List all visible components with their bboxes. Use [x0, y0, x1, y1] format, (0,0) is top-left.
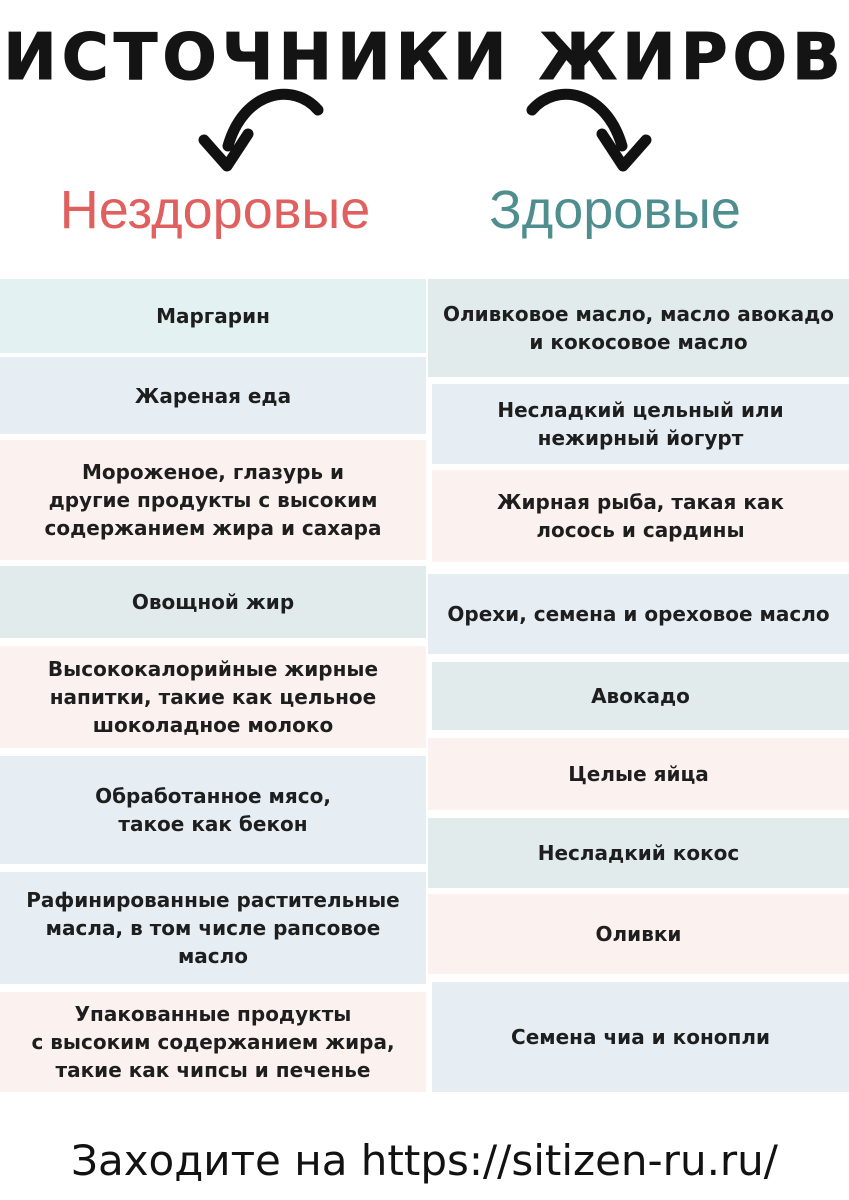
unhealthy-item-margarine: Маргарин: [0, 279, 426, 353]
healthy-item-yogurt: Несладкий цельный или нежирный йогурт: [432, 384, 849, 464]
curved-arrow-left-icon: [196, 88, 326, 178]
healthy-item-eggs: Целые яйца: [428, 738, 849, 810]
unhealthy-item-refined-oils: Рафинированные растительные масла, в том числе рапсовое масло: [0, 872, 426, 984]
unhealthy-item-fried-food: Жареная еда: [0, 357, 426, 434]
heading-healthy: Здоровые: [489, 180, 741, 240]
unhealthy-item-packaged-foods: Упакованные продукты с высоким содержанием жира, такие как чипсы и печенье: [0, 992, 426, 1092]
page-title: ИСТОЧНИКИ ЖИРОВ: [3, 21, 846, 95]
healthy-item-oils: Оливковое масло, масло авокадо и кокосовое масло: [428, 279, 849, 377]
unhealthy-item-ice-cream: Мороженое, глазурь и другие продукты с высоким содержанием жира и сахара: [0, 440, 426, 560]
unhealthy-item-drinks: Высококалорийные жирные напитки, такие как цельное шоколадное молоко: [0, 646, 426, 748]
healthy-item-avocado: Авокадо: [432, 662, 849, 730]
heading-unhealthy: Нездоровые: [59, 180, 371, 240]
unhealthy-item-processed-meat: Обработанное мясо, такое как бекон: [0, 756, 426, 864]
healthy-item-fatty-fish: Жирная рыба, такая как лосось и сардины: [432, 470, 849, 562]
footer-website-link[interactable]: Заходите на https://sitizen-ru.ru/: [71, 1135, 778, 1185]
healthy-item-olives: Оливки: [428, 894, 849, 974]
unhealthy-item-vegetable-fat: Овощной жир: [0, 566, 426, 638]
healthy-item-coconut: Несладкий кокос: [428, 818, 849, 888]
curved-arrow-right-icon: [524, 88, 654, 178]
healthy-item-chia-hemp: Семена чиа и конопли: [432, 982, 849, 1092]
healthy-item-nuts: Орехи, семена и ореховое масло: [428, 574, 849, 654]
